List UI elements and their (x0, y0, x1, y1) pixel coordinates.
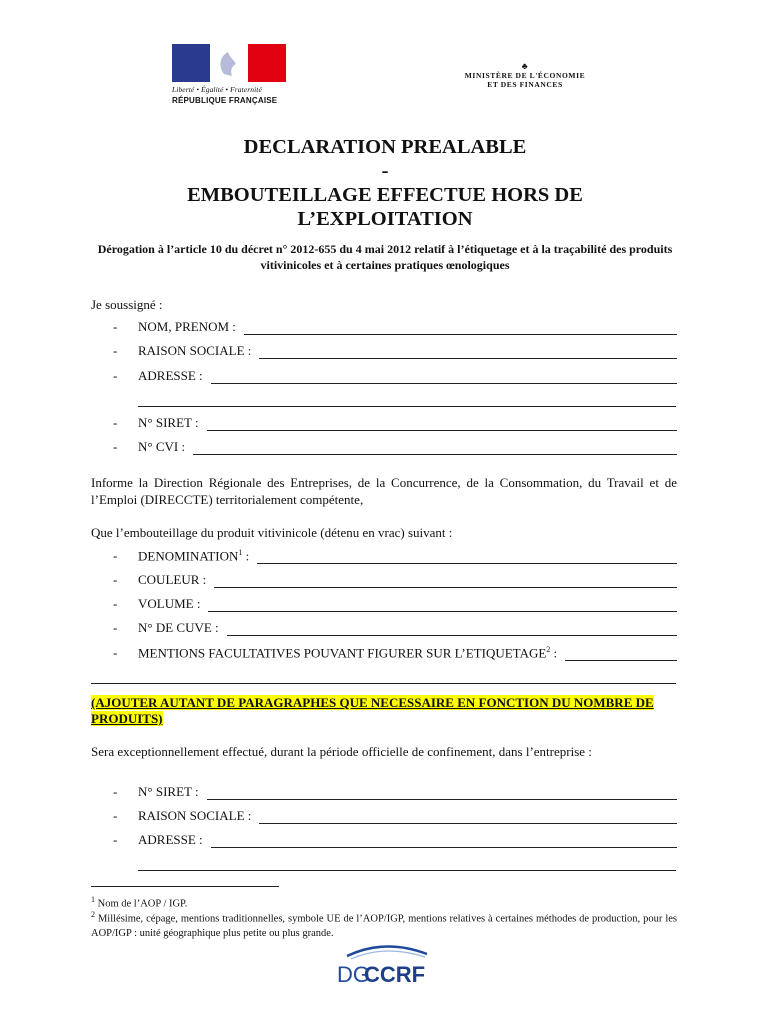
field-label: RAISON SOCIALE : (138, 808, 252, 823)
field-adresse: - ADRESSE : (113, 366, 677, 384)
intro-sera-effectue: Sera exceptionnellement effectué, durant la période officielle de confinement, dans l’entreprise : (91, 744, 592, 759)
field-nom-prenom: - NOM, PRENOM : (113, 317, 677, 335)
fill-line[interactable] (565, 648, 677, 661)
fill-line[interactable] (214, 575, 677, 588)
ministry-line-1: MINISTÈRE DE L'ÉCONOMIE (464, 71, 586, 80)
field-label: VOLUME : (138, 596, 201, 611)
intro-je-soussigne: Je soussigné : (91, 297, 163, 312)
tricolor-flag-icon (172, 44, 286, 82)
field-siret-2: - N° SIRET : (113, 782, 677, 800)
footnote-ref: 2 (546, 644, 551, 654)
field-adresse-2: - ADRESSE : (113, 830, 677, 848)
field-mentions: - MENTIONS FACULTATIVES POUVANT FIGURER SUR L’ETIQUETAGE$^2$ : (113, 643, 677, 661)
field-raison-sociale-2: - RAISON SOCIALE : (113, 806, 677, 824)
field-siret: - N° SIRET : (113, 413, 677, 431)
field-label: NOM, PRENOM : (138, 319, 236, 334)
rf-motto: Liberté • Égalité • Fraternité (172, 85, 262, 94)
title-line-4: L’EXPLOITATION (297, 208, 473, 230)
field-label: N° SIRET : (138, 784, 199, 799)
footnote-2: $^2$ Millésime, cépage, mentions traditionnelles, symbole UE de l’AOP/IGP, mentions relatives à certaines méthodes de production, pour les AOP/IGP : unité géographique plus petite ou plus grande. (91, 910, 678, 939)
marianne-profile-icon (210, 44, 248, 82)
field-label: N° CVI : (138, 439, 186, 454)
field-couleur: - COULEUR : (113, 570, 677, 588)
footnote-1: $^1$ Nom de l’AOP / IGP. (91, 895, 188, 910)
field-label: DENOMINATION$^1$ : (138, 547, 250, 563)
field-denomination: - DENOMINATION$^1$ : (113, 546, 677, 564)
title-line-3: EMBOUTEILLAGE EFFECTUE HORS DE (187, 184, 583, 206)
dgccrf-logo (335, 940, 435, 990)
footnote-ref: 1 (238, 547, 243, 557)
field-raison-sociale: - RAISON SOCIALE : (113, 341, 677, 359)
field-label: MENTIONS FACULTATIVES POUVANT FIGURER SUR L’ETIQUETAGE$^2$ : (138, 644, 558, 660)
field-label: RAISON SOCIALE : (138, 343, 252, 358)
fill-line[interactable] (207, 418, 677, 431)
fill-line[interactable] (259, 811, 677, 824)
ministry-logo (440, 62, 610, 89)
mentions-continuation-line[interactable] (91, 683, 676, 684)
fill-line[interactable] (211, 371, 677, 384)
fill-line[interactable] (257, 551, 677, 564)
field-label: COULEUR : (138, 572, 207, 587)
fill-line[interactable] (208, 599, 677, 612)
title-line-2: - (381, 160, 389, 182)
inform-paragraph: Informe la Direction Régionale des Entreprises, de la Concurrence, de la Consommation, du Travail et de l’Emploi (DIRECCTE) territorialement compétente, (91, 475, 677, 507)
footnote-separator (91, 886, 279, 887)
adresse-2-continuation-line[interactable] (138, 870, 676, 871)
field-cuve: - N° DE CUVE : (113, 618, 677, 636)
ccrf-text: CCRF (364, 962, 426, 987)
republique-francaise-logo (172, 44, 288, 110)
rf-name: RÉPUBLIQUE FRANÇAISE (172, 96, 278, 105)
fill-line[interactable] (227, 623, 677, 636)
field-volume: - VOLUME : (113, 594, 677, 612)
fill-line[interactable] (207, 787, 677, 800)
field-cvi: - N° CVI : (113, 437, 677, 455)
fill-line[interactable] (259, 346, 677, 359)
dg-text: DG (337, 962, 370, 987)
field-label: N° SIRET : (138, 415, 199, 430)
subtitle: Dérogation à l’article 10 du décret n° 2012-655 du 4 mai 2012 relatif à l’étiquetage et à la traçabilité des produits vitivinicoles et à certaines pratiques œnologiques (97, 242, 673, 272)
field-label: ADRESSE : (138, 368, 203, 383)
adresse-continuation-line[interactable] (138, 406, 676, 407)
fill-line[interactable] (211, 835, 677, 848)
intro-embouteillage: Que l’embouteillage du produit vitivinicole (détenu en vrac) suivant : (91, 525, 453, 540)
highlight-note: (AJOUTER AUTANT DE PARAGRAPHES QUE NECESSAIRE EN FONCTION DU NOMBRE DE PRODUITS) (91, 695, 654, 726)
ministry-emblem-icon: ♣ (521, 61, 529, 71)
field-label: ADRESSE : (138, 832, 203, 847)
field-label: N° DE CUVE : (138, 620, 219, 635)
fill-line[interactable] (244, 322, 677, 335)
title-line-1: DECLARATION PREALABLE (243, 136, 527, 158)
fill-line[interactable] (193, 442, 677, 455)
ministry-line-2: ET DES FINANCES (487, 80, 563, 89)
